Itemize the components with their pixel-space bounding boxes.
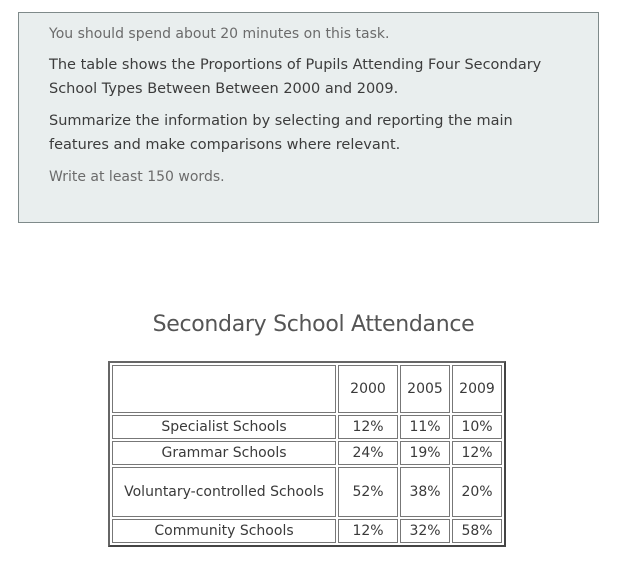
table-row xyxy=(112,441,502,465)
cell-value: 38% xyxy=(400,467,450,517)
table-row xyxy=(112,415,502,439)
attendance-table xyxy=(108,361,506,547)
header-year-2005: 2005 xyxy=(400,365,450,413)
cell-value: 24% xyxy=(338,441,398,465)
task-description: The table shows the Proportions of Pupils Attending Four Secondary School Types Between Between 2000 and 2009. xyxy=(49,57,542,97)
table-row xyxy=(112,467,502,517)
cell-value: 52% xyxy=(338,467,398,517)
header-year-2009: 2009 xyxy=(452,365,502,413)
cell-value: 20% xyxy=(452,467,502,517)
cell-value: 32% xyxy=(400,519,450,543)
cell-value: 19% xyxy=(400,441,450,465)
task-instructions-box xyxy=(18,12,599,223)
row-label: Community Schools xyxy=(112,519,336,543)
cell-value: 12% xyxy=(338,519,398,543)
cell-value: 12% xyxy=(338,415,398,439)
word-count-note: Write at least 150 words. xyxy=(49,169,225,185)
task-instruction: Summarize the information by selecting and reporting the main features and make comparisons where relevant. xyxy=(49,113,513,153)
cell-value: 12% xyxy=(452,441,502,465)
table-row xyxy=(112,519,502,543)
row-label: Grammar Schools xyxy=(112,441,336,465)
table-header-row xyxy=(112,365,502,413)
cell-value: 58% xyxy=(452,519,502,543)
header-empty-cell xyxy=(112,365,336,413)
row-label: Specialist Schools xyxy=(112,415,336,439)
cell-value: 11% xyxy=(400,415,450,439)
cell-value: 10% xyxy=(452,415,502,439)
row-label: Voluntary-controlled Schools xyxy=(112,467,336,517)
header-year-2000: 2000 xyxy=(338,365,398,413)
time-note: You should spend about 20 minutes on this task. xyxy=(49,26,390,42)
table-title: Secondary School Attendance xyxy=(152,312,475,337)
